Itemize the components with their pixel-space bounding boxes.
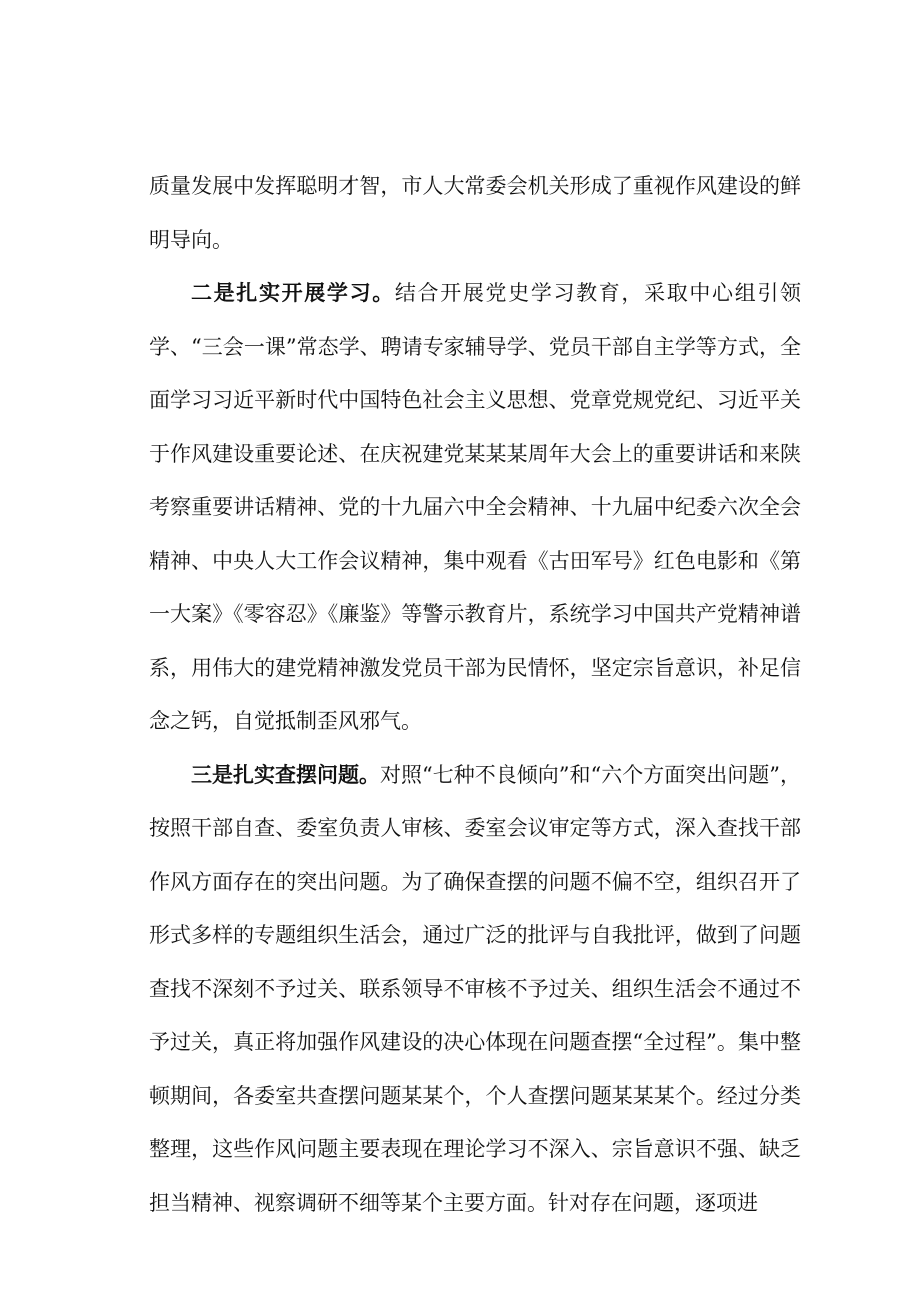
document-body xyxy=(149,160,801,1230)
paragraph-text: 结合开展党史学习教育，采取中心组引领学、“三会一课”常态学、聘请专家辅导学、党员干部自主学等方式，全面学习习近平新时代中国特色社会主义思想、党章党规党纪、习近平关于作风建设重要论述、在庆祝建党某某某周年大会上的重要讲话和来陕考察重要讲话精神、党的十九届六中全会精神、十九届中纪委六次全会精神、中央人大工作会议精神，集中观看《古田军号》红色电影和《第一大案》《零容忍》《廉鉴》等警示教育片，系统学习中国共产党精神谱系，用伟大的建党精神激发党员干部为民情怀，坚定宗旨意识，补足信念之钙，自觉抵制歪风邪气。 xyxy=(149,281,802,733)
paragraph-heading: 二是扎实开展学习。 xyxy=(191,281,395,305)
paragraph-study xyxy=(149,267,801,749)
paragraph-text: 质量发展中发挥聪明才智，市人大常委会机关形成了重视作风建设的鲜明导向。 xyxy=(149,174,801,252)
paragraph-continuation xyxy=(149,160,801,267)
paragraph-heading: 三是扎实查摆问题。 xyxy=(191,762,381,787)
paragraph-problems xyxy=(149,749,801,1231)
paragraph-text: 对照“七种不良倾向”和“六个方面突出问题”，按照干部自查、委室负责人审核、委室会议审定等方式，深入查找干部作风方面存在的突出问题。为了确保查摆的问题不偏不空，组织召开了形式多样的专题组织生活会，通过广泛的批评与自我批评，做到了问题查找不深刻不予过关、联系领导不审核不予过关、组织生活会不通过不予过关，真正将加强作风建设的决心体现在问题查摆“全过程”。集中整顿期间，各委室共查摆问题某某个，个人查摆问题某某某个。经过分类整理，这些作风问题主要表现在理论学习不深入、宗旨意识不强、缺乏担当精神、视察调研不细等某个主要方面。针对存在问题，逐项进 xyxy=(149,762,801,1215)
